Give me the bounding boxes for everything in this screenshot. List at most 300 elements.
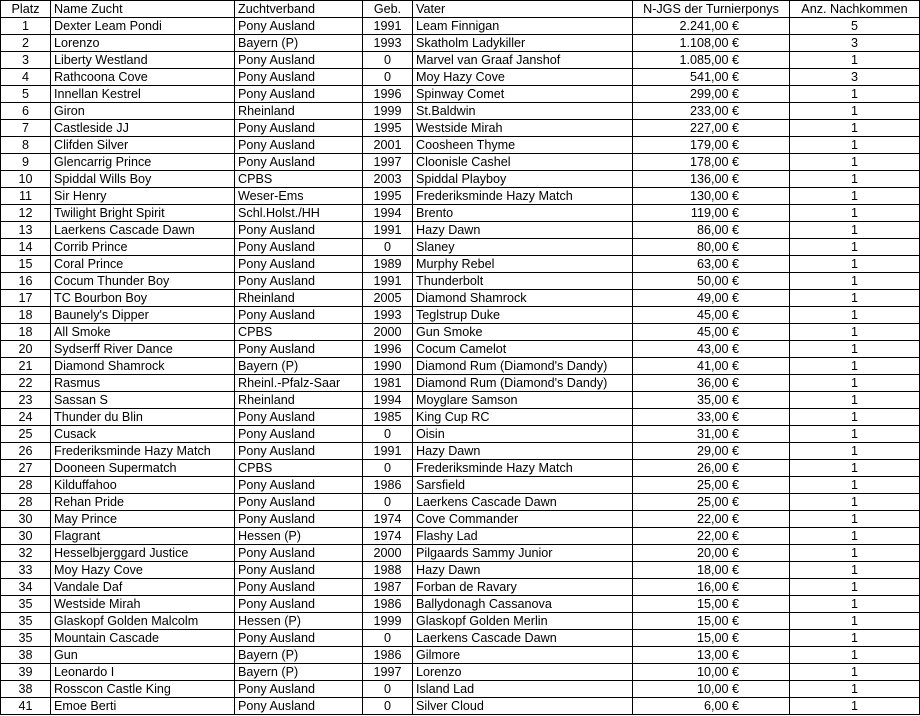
cell-zuchtverband: Pony Ausland bbox=[235, 154, 363, 171]
cell-n-jgs: 29,00 € bbox=[633, 443, 790, 460]
cell-zuchtverband: CPBS bbox=[235, 171, 363, 188]
cell-platz: 35 bbox=[1, 613, 51, 630]
cell-zuchtverband: Pony Ausland bbox=[235, 562, 363, 579]
cell-zuchtverband: Pony Ausland bbox=[235, 222, 363, 239]
cell-geb: 0 bbox=[363, 630, 413, 647]
cell-platz: 38 bbox=[1, 647, 51, 664]
cell-anz-nachkommen: 1 bbox=[790, 409, 920, 426]
cell-name-zucht: Sir Henry bbox=[51, 188, 235, 205]
cell-zuchtverband: Pony Ausland bbox=[235, 69, 363, 86]
cell-n-jgs: 80,00 € bbox=[633, 239, 790, 256]
table-row bbox=[1, 18, 920, 35]
cell-anz-nachkommen: 1 bbox=[790, 358, 920, 375]
cell-name-zucht: Leonardo I bbox=[51, 664, 235, 681]
cell-vater: Moy Hazy Cove bbox=[413, 69, 633, 86]
cell-geb: 2003 bbox=[363, 171, 413, 188]
cell-anz-nachkommen: 1 bbox=[790, 256, 920, 273]
table-row bbox=[1, 69, 920, 86]
cell-vater: Gilmore bbox=[413, 647, 633, 664]
cell-geb: 1993 bbox=[363, 307, 413, 324]
cell-geb: 0 bbox=[363, 698, 413, 715]
cell-name-zucht: Twilight Bright Spirit bbox=[51, 205, 235, 222]
cell-n-jgs: 22,00 € bbox=[633, 528, 790, 545]
cell-n-jgs: 18,00 € bbox=[633, 562, 790, 579]
cell-name-zucht: Frederiksminde Hazy Match bbox=[51, 443, 235, 460]
cell-geb: 0 bbox=[363, 239, 413, 256]
cell-vater: Cove Commander bbox=[413, 511, 633, 528]
cell-name-zucht: Gun bbox=[51, 647, 235, 664]
cell-name-zucht: Rathcoona Cove bbox=[51, 69, 235, 86]
cell-anz-nachkommen: 1 bbox=[790, 290, 920, 307]
cell-platz: 10 bbox=[1, 171, 51, 188]
cell-n-jgs: 43,00 € bbox=[633, 341, 790, 358]
cell-name-zucht: Westside Mirah bbox=[51, 596, 235, 613]
cell-geb: 1993 bbox=[363, 35, 413, 52]
cell-platz: 35 bbox=[1, 596, 51, 613]
cell-platz: 6 bbox=[1, 103, 51, 120]
cell-anz-nachkommen: 1 bbox=[790, 52, 920, 69]
cell-name-zucht: Lorenzo bbox=[51, 35, 235, 52]
cell-geb: 1988 bbox=[363, 562, 413, 579]
cell-vater: Leam Finnigan bbox=[413, 18, 633, 35]
table-row bbox=[1, 562, 920, 579]
cell-zuchtverband: Hessen (P) bbox=[235, 528, 363, 545]
table-row bbox=[1, 477, 920, 494]
table-row bbox=[1, 375, 920, 392]
cell-n-jgs: 16,00 € bbox=[633, 579, 790, 596]
cell-anz-nachkommen: 1 bbox=[790, 681, 920, 698]
cell-anz-nachkommen: 1 bbox=[790, 307, 920, 324]
cell-platz: 5 bbox=[1, 86, 51, 103]
cell-name-zucht: Giron bbox=[51, 103, 235, 120]
cell-zuchtverband: Bayern (P) bbox=[235, 35, 363, 52]
table-row bbox=[1, 443, 920, 460]
header-vater: Vater bbox=[413, 1, 633, 18]
cell-zuchtverband: Pony Ausland bbox=[235, 426, 363, 443]
table-row bbox=[1, 528, 920, 545]
cell-zuchtverband: Pony Ausland bbox=[235, 579, 363, 596]
cell-n-jgs: 20,00 € bbox=[633, 545, 790, 562]
table-row bbox=[1, 460, 920, 477]
cell-n-jgs: 10,00 € bbox=[633, 664, 790, 681]
cell-platz: 39 bbox=[1, 664, 51, 681]
cell-name-zucht: Glaskopf Golden Malcolm bbox=[51, 613, 235, 630]
cell-n-jgs: 1.108,00 € bbox=[633, 35, 790, 52]
cell-vater: Sarsfield bbox=[413, 477, 633, 494]
cell-n-jgs: 45,00 € bbox=[633, 324, 790, 341]
cell-anz-nachkommen: 1 bbox=[790, 341, 920, 358]
cell-platz: 20 bbox=[1, 341, 51, 358]
table-row bbox=[1, 103, 920, 120]
cell-zuchtverband: Pony Ausland bbox=[235, 681, 363, 698]
cell-geb: 0 bbox=[363, 460, 413, 477]
cell-name-zucht: Hesselbjerggard Justice bbox=[51, 545, 235, 562]
table-row bbox=[1, 256, 920, 273]
cell-n-jgs: 25,00 € bbox=[633, 477, 790, 494]
cell-n-jgs: 130,00 € bbox=[633, 188, 790, 205]
cell-anz-nachkommen: 1 bbox=[790, 460, 920, 477]
table-row bbox=[1, 239, 920, 256]
cell-anz-nachkommen: 1 bbox=[790, 86, 920, 103]
cell-name-zucht: May Prince bbox=[51, 511, 235, 528]
cell-vater: Moyglare Samson bbox=[413, 392, 633, 409]
cell-zuchtverband: CPBS bbox=[235, 460, 363, 477]
cell-geb: 1974 bbox=[363, 511, 413, 528]
table-body bbox=[1, 18, 920, 715]
cell-geb: 2000 bbox=[363, 324, 413, 341]
cell-zuchtverband: Bayern (P) bbox=[235, 647, 363, 664]
cell-vater: Diamond Rum (Diamond's Dandy) bbox=[413, 375, 633, 392]
cell-vater: Oisin bbox=[413, 426, 633, 443]
cell-vater: Pilgaards Sammy Junior bbox=[413, 545, 633, 562]
cell-name-zucht: Mountain Cascade bbox=[51, 630, 235, 647]
cell-platz: 12 bbox=[1, 205, 51, 222]
cell-name-zucht: Kilduffahoo bbox=[51, 477, 235, 494]
table-row bbox=[1, 426, 920, 443]
cell-geb: 1986 bbox=[363, 596, 413, 613]
cell-zuchtverband: Pony Ausland bbox=[235, 52, 363, 69]
cell-n-jgs: 45,00 € bbox=[633, 307, 790, 324]
cell-n-jgs: 15,00 € bbox=[633, 630, 790, 647]
cell-zuchtverband: Pony Ausland bbox=[235, 120, 363, 137]
table-row bbox=[1, 409, 920, 426]
cell-vater: Cocum Camelot bbox=[413, 341, 633, 358]
cell-name-zucht: Corrib Prince bbox=[51, 239, 235, 256]
cell-platz: 28 bbox=[1, 477, 51, 494]
cell-platz: 16 bbox=[1, 273, 51, 290]
cell-zuchtverband: CPBS bbox=[235, 324, 363, 341]
cell-platz: 33 bbox=[1, 562, 51, 579]
cell-name-zucht: Glencarrig Prince bbox=[51, 154, 235, 171]
cell-name-zucht: Emoe Berti bbox=[51, 698, 235, 715]
cell-n-jgs: 86,00 € bbox=[633, 222, 790, 239]
cell-name-zucht: Dooneen Supermatch bbox=[51, 460, 235, 477]
cell-anz-nachkommen: 1 bbox=[790, 545, 920, 562]
table-row bbox=[1, 188, 920, 205]
cell-zuchtverband: Pony Ausland bbox=[235, 630, 363, 647]
cell-geb: 1999 bbox=[363, 613, 413, 630]
table-row bbox=[1, 494, 920, 511]
cell-anz-nachkommen: 1 bbox=[790, 426, 920, 443]
cell-n-jgs: 26,00 € bbox=[633, 460, 790, 477]
cell-geb: 1974 bbox=[363, 528, 413, 545]
cell-name-zucht: Dexter Leam Pondi bbox=[51, 18, 235, 35]
cell-vater: Diamond Rum (Diamond's Dandy) bbox=[413, 358, 633, 375]
cell-anz-nachkommen: 1 bbox=[790, 239, 920, 256]
cell-geb: 1994 bbox=[363, 392, 413, 409]
cell-n-jgs: 31,00 € bbox=[633, 426, 790, 443]
cell-vater: Frederiksminde Hazy Match bbox=[413, 188, 633, 205]
cell-platz: 41 bbox=[1, 698, 51, 715]
cell-n-jgs: 41,00 € bbox=[633, 358, 790, 375]
table-row bbox=[1, 545, 920, 562]
table-row bbox=[1, 698, 920, 715]
cell-zuchtverband: Rheinland bbox=[235, 103, 363, 120]
cell-platz: 3 bbox=[1, 52, 51, 69]
cell-platz: 15 bbox=[1, 256, 51, 273]
cell-zuchtverband: Rheinl.-Pfalz-Saar bbox=[235, 375, 363, 392]
cell-zuchtverband: Pony Ausland bbox=[235, 137, 363, 154]
cell-platz: 28 bbox=[1, 494, 51, 511]
cell-geb: 1991 bbox=[363, 18, 413, 35]
cell-n-jgs: 36,00 € bbox=[633, 375, 790, 392]
cell-geb: 0 bbox=[363, 426, 413, 443]
cell-zuchtverband: Pony Ausland bbox=[235, 443, 363, 460]
cell-anz-nachkommen: 1 bbox=[790, 103, 920, 120]
cell-n-jgs: 227,00 € bbox=[633, 120, 790, 137]
cell-geb: 1997 bbox=[363, 664, 413, 681]
cell-name-zucht: Moy Hazy Cove bbox=[51, 562, 235, 579]
cell-anz-nachkommen: 1 bbox=[790, 596, 920, 613]
cell-n-jgs: 33,00 € bbox=[633, 409, 790, 426]
table-row bbox=[1, 120, 920, 137]
cell-n-jgs: 541,00 € bbox=[633, 69, 790, 86]
cell-anz-nachkommen: 1 bbox=[790, 630, 920, 647]
cell-platz: 1 bbox=[1, 18, 51, 35]
cell-n-jgs: 15,00 € bbox=[633, 613, 790, 630]
cell-name-zucht: Sassan S bbox=[51, 392, 235, 409]
cell-platz: 2 bbox=[1, 35, 51, 52]
cell-platz: 34 bbox=[1, 579, 51, 596]
cell-zuchtverband: Pony Ausland bbox=[235, 341, 363, 358]
table-row bbox=[1, 392, 920, 409]
cell-vater: Island Lad bbox=[413, 681, 633, 698]
cell-vater: Lorenzo bbox=[413, 664, 633, 681]
cell-zuchtverband: Pony Ausland bbox=[235, 494, 363, 511]
cell-vater: Ballydonagh Cassanova bbox=[413, 596, 633, 613]
cell-vater: Coosheen Thyme bbox=[413, 137, 633, 154]
cell-anz-nachkommen: 1 bbox=[790, 511, 920, 528]
cell-platz: 35 bbox=[1, 630, 51, 647]
cell-zuchtverband: Pony Ausland bbox=[235, 256, 363, 273]
cell-zuchtverband: Pony Ausland bbox=[235, 409, 363, 426]
cell-vater: Slaney bbox=[413, 239, 633, 256]
cell-zuchtverband: Pony Ausland bbox=[235, 273, 363, 290]
cell-anz-nachkommen: 1 bbox=[790, 392, 920, 409]
cell-anz-nachkommen: 1 bbox=[790, 222, 920, 239]
cell-anz-nachkommen: 1 bbox=[790, 188, 920, 205]
cell-n-jgs: 233,00 € bbox=[633, 103, 790, 120]
cell-name-zucht: Flagrant bbox=[51, 528, 235, 545]
cell-anz-nachkommen: 1 bbox=[790, 443, 920, 460]
cell-vater: King Cup RC bbox=[413, 409, 633, 426]
cell-geb: 2005 bbox=[363, 290, 413, 307]
cell-n-jgs: 49,00 € bbox=[633, 290, 790, 307]
cell-platz: 24 bbox=[1, 409, 51, 426]
cell-n-jgs: 136,00 € bbox=[633, 171, 790, 188]
cell-n-jgs: 22,00 € bbox=[633, 511, 790, 528]
table-row bbox=[1, 222, 920, 239]
cell-zuchtverband: Pony Ausland bbox=[235, 18, 363, 35]
cell-zuchtverband: Pony Ausland bbox=[235, 86, 363, 103]
table-row bbox=[1, 307, 920, 324]
cell-vater: Silver Cloud bbox=[413, 698, 633, 715]
cell-zuchtverband: Pony Ausland bbox=[235, 511, 363, 528]
cell-geb: 1996 bbox=[363, 341, 413, 358]
cell-zuchtverband: Pony Ausland bbox=[235, 545, 363, 562]
cell-n-jgs: 299,00 € bbox=[633, 86, 790, 103]
cell-name-zucht: Rehan Pride bbox=[51, 494, 235, 511]
cell-anz-nachkommen: 1 bbox=[790, 579, 920, 596]
table-row bbox=[1, 137, 920, 154]
cell-zuchtverband: Bayern (P) bbox=[235, 358, 363, 375]
cell-zuchtverband: Bayern (P) bbox=[235, 664, 363, 681]
cell-anz-nachkommen: 3 bbox=[790, 69, 920, 86]
cell-platz: 38 bbox=[1, 681, 51, 698]
cell-geb: 1991 bbox=[363, 443, 413, 460]
cell-name-zucht: Liberty Westland bbox=[51, 52, 235, 69]
cell-name-zucht: Rasmus bbox=[51, 375, 235, 392]
table-row bbox=[1, 324, 920, 341]
cell-platz: 8 bbox=[1, 137, 51, 154]
cell-zuchtverband: Pony Ausland bbox=[235, 698, 363, 715]
table-row bbox=[1, 205, 920, 222]
cell-anz-nachkommen: 1 bbox=[790, 137, 920, 154]
cell-name-zucht: TC Bourbon Boy bbox=[51, 290, 235, 307]
cell-n-jgs: 179,00 € bbox=[633, 137, 790, 154]
cell-geb: 2001 bbox=[363, 137, 413, 154]
cell-vater: Thunderbolt bbox=[413, 273, 633, 290]
cell-platz: 18 bbox=[1, 307, 51, 324]
cell-platz: 9 bbox=[1, 154, 51, 171]
cell-name-zucht: Sydserff River Dance bbox=[51, 341, 235, 358]
cell-geb: 1997 bbox=[363, 154, 413, 171]
header-zuchtverband: Zuchtverband bbox=[235, 1, 363, 18]
cell-geb: 1995 bbox=[363, 188, 413, 205]
table-row bbox=[1, 154, 920, 171]
cell-anz-nachkommen: 1 bbox=[790, 698, 920, 715]
cell-platz: 32 bbox=[1, 545, 51, 562]
cell-anz-nachkommen: 1 bbox=[790, 562, 920, 579]
cell-geb: 1996 bbox=[363, 86, 413, 103]
cell-geb: 1995 bbox=[363, 120, 413, 137]
cell-vater: Laerkens Cascade Dawn bbox=[413, 494, 633, 511]
cell-anz-nachkommen: 3 bbox=[790, 35, 920, 52]
cell-geb: 1990 bbox=[363, 358, 413, 375]
cell-zuchtverband: Hessen (P) bbox=[235, 613, 363, 630]
table-row bbox=[1, 579, 920, 596]
cell-vater: Spinway Comet bbox=[413, 86, 633, 103]
header-platz: Platz bbox=[1, 1, 51, 18]
cell-name-zucht: Coral Prince bbox=[51, 256, 235, 273]
cell-n-jgs: 178,00 € bbox=[633, 154, 790, 171]
cell-geb: 1987 bbox=[363, 579, 413, 596]
table-row bbox=[1, 52, 920, 69]
cell-n-jgs: 25,00 € bbox=[633, 494, 790, 511]
cell-geb: 1994 bbox=[363, 205, 413, 222]
cell-vater: Glaskopf Golden Merlin bbox=[413, 613, 633, 630]
cell-geb: 1991 bbox=[363, 273, 413, 290]
cell-name-zucht: Rosscon Castle King bbox=[51, 681, 235, 698]
cell-geb: 2000 bbox=[363, 545, 413, 562]
cell-vater: Teglstrup Duke bbox=[413, 307, 633, 324]
table-row bbox=[1, 273, 920, 290]
cell-vater: Skatholm Ladykiller bbox=[413, 35, 633, 52]
table-row bbox=[1, 358, 920, 375]
cell-anz-nachkommen: 1 bbox=[790, 647, 920, 664]
cell-zuchtverband: Weser-Ems bbox=[235, 188, 363, 205]
cell-vater: Forban de Ravary bbox=[413, 579, 633, 596]
table-row bbox=[1, 613, 920, 630]
cell-n-jgs: 15,00 € bbox=[633, 596, 790, 613]
table-row bbox=[1, 596, 920, 613]
cell-name-zucht: Innellan Kestrel bbox=[51, 86, 235, 103]
cell-zuchtverband: Pony Ausland bbox=[235, 307, 363, 324]
cell-n-jgs: 35,00 € bbox=[633, 392, 790, 409]
cell-anz-nachkommen: 1 bbox=[790, 494, 920, 511]
table-row bbox=[1, 86, 920, 103]
cell-n-jgs: 10,00 € bbox=[633, 681, 790, 698]
cell-name-zucht: Thunder du Blin bbox=[51, 409, 235, 426]
cell-geb: 1986 bbox=[363, 647, 413, 664]
cell-platz: 18 bbox=[1, 324, 51, 341]
cell-name-zucht: Clifden Silver bbox=[51, 137, 235, 154]
cell-zuchtverband: Schl.Holst./HH bbox=[235, 205, 363, 222]
header-geb: Geb. bbox=[363, 1, 413, 18]
cell-vater: Diamond Shamrock bbox=[413, 290, 633, 307]
cell-geb: 0 bbox=[363, 494, 413, 511]
cell-anz-nachkommen: 1 bbox=[790, 171, 920, 188]
cell-vater: Laerkens Cascade Dawn bbox=[413, 630, 633, 647]
cell-geb: 1989 bbox=[363, 256, 413, 273]
cell-vater: Murphy Rebel bbox=[413, 256, 633, 273]
cell-anz-nachkommen: 1 bbox=[790, 477, 920, 494]
cell-vater: Cloonisle Cashel bbox=[413, 154, 633, 171]
cell-name-zucht: Vandale Daf bbox=[51, 579, 235, 596]
cell-anz-nachkommen: 1 bbox=[790, 375, 920, 392]
header-row bbox=[1, 1, 920, 18]
cell-geb: 1981 bbox=[363, 375, 413, 392]
cell-anz-nachkommen: 1 bbox=[790, 205, 920, 222]
cell-name-zucht: Diamond Shamrock bbox=[51, 358, 235, 375]
cell-geb: 1985 bbox=[363, 409, 413, 426]
cell-zuchtverband: Pony Ausland bbox=[235, 239, 363, 256]
cell-n-jgs: 2.241,00 € bbox=[633, 18, 790, 35]
cell-platz: 30 bbox=[1, 511, 51, 528]
cell-vater: Spiddal Playboy bbox=[413, 171, 633, 188]
cell-platz: 26 bbox=[1, 443, 51, 460]
cell-name-zucht: All Smoke bbox=[51, 324, 235, 341]
cell-platz: 22 bbox=[1, 375, 51, 392]
cell-platz: 17 bbox=[1, 290, 51, 307]
cell-vater: Gun Smoke bbox=[413, 324, 633, 341]
cell-geb: 0 bbox=[363, 69, 413, 86]
cell-platz: 25 bbox=[1, 426, 51, 443]
table-row bbox=[1, 35, 920, 52]
header-name-zucht: Name Zucht bbox=[51, 1, 235, 18]
cell-anz-nachkommen: 1 bbox=[790, 154, 920, 171]
cell-n-jgs: 63,00 € bbox=[633, 256, 790, 273]
cell-n-jgs: 6,00 € bbox=[633, 698, 790, 715]
cell-platz: 30 bbox=[1, 528, 51, 545]
cell-vater: Frederiksminde Hazy Match bbox=[413, 460, 633, 477]
cell-anz-nachkommen: 5 bbox=[790, 18, 920, 35]
cell-vater: Brento bbox=[413, 205, 633, 222]
cell-geb: 0 bbox=[363, 52, 413, 69]
cell-zuchtverband: Rheinland bbox=[235, 392, 363, 409]
table-row bbox=[1, 681, 920, 698]
cell-zuchtverband: Pony Ausland bbox=[235, 477, 363, 494]
cell-platz: 4 bbox=[1, 69, 51, 86]
cell-n-jgs: 1.085,00 € bbox=[633, 52, 790, 69]
cell-anz-nachkommen: 1 bbox=[790, 613, 920, 630]
cell-vater: Flashy Lad bbox=[413, 528, 633, 545]
cell-anz-nachkommen: 1 bbox=[790, 528, 920, 545]
cell-geb: 1991 bbox=[363, 222, 413, 239]
cell-zuchtverband: Pony Ausland bbox=[235, 596, 363, 613]
table-row bbox=[1, 664, 920, 681]
cell-name-zucht: Laerkens Cascade Dawn bbox=[51, 222, 235, 239]
